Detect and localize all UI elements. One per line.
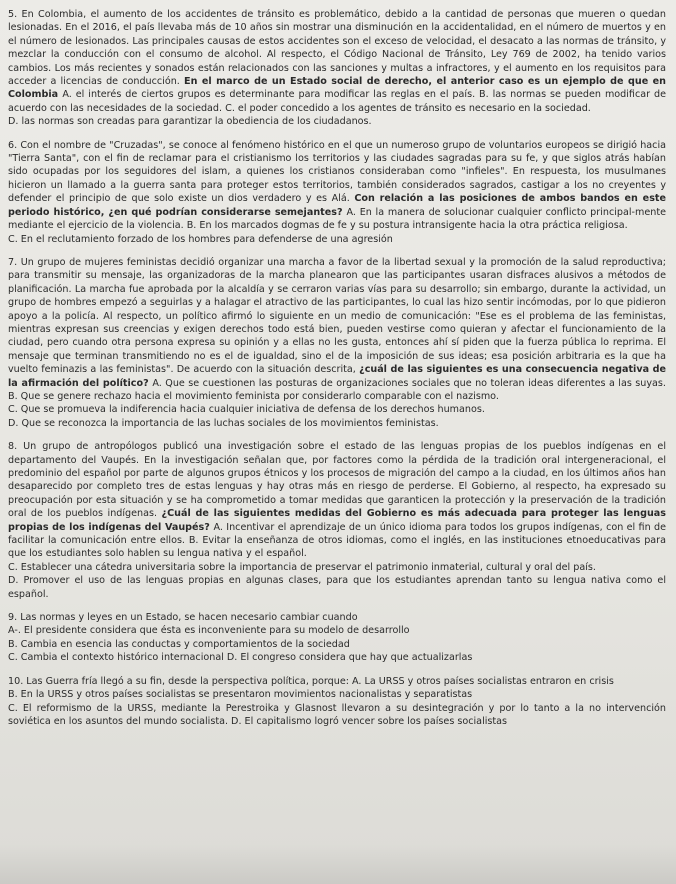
page-shadow [0, 844, 676, 884]
question-5 [8, 8, 666, 129]
q9-stem: 9. Las normas y leyes en un Estado, se hacen necesario cambiar cuando [8, 612, 358, 624]
q7-question: ¿cuál de las siguientes es una consecuencia negativa de la afirmación del político? [8, 364, 666, 389]
q5-options: A. el interés de ciertos grupos es determinante para modificar las reglas en el país. B. las normas se pueden modificar de acuerdo con las necesidades de la sociedad. C. el poder concedido a los agentes de tránsito es necesario en la sociedad. [8, 89, 666, 114]
q8-option-c: C. Establecer una cátedra universitaria sobre la importancia de preservar el patrimonio inmaterial, cultural y oral del país. [8, 561, 596, 573]
q6-option-c: C. En el reclutamiento forzado de los hombres para defenderse de una agresión [8, 233, 393, 245]
q8-question: ¿Cuál de las siguientes medidas del Gobierno es más adecuada para proteger las lenguas propias de los indígenas del Vaupés? [8, 508, 666, 533]
question-9 [8, 611, 666, 665]
q8-option-d: D. Promover el uso de las lenguas propias en algunas clases, para que los estudiantes aprendan tanto su lengua nativa como el español. [8, 575, 666, 600]
q10-option-b: B. En la URSS y otros países socialistas se presentaron movimientos nacionalistas y separatistas [8, 689, 473, 701]
q8-stem: 8. Un grupo de antropólogos publicó una investigación sobre el estado de las lenguas propias de los pueblos indígenas en el departamento del Vaupés. En la investigación señalan que, por factores como la pérdida de la tradición oral intergeneracional, el predominio del español por parte de algunos grupos étnicos y los procesos de migración del campo a la ciudad, en los últimos años han desaparecido por completo tres de estas lenguas y hay otras más en riesgo de perderse. El Gobierno, al respecto, ha expresado su preocupación por esta situación y se ha comprometido a tomar medidas que garanticen la protección y la preservación de la tradición oral de los pueblos indígenas. [8, 441, 666, 520]
q9-option-b: B. Cambia en esencia las conductas y comportamientos de la sociedad [8, 638, 350, 650]
q10-option-c: C. El reformismo de la URSS, mediante la Perestroika y Glasnost llevaron a su desintegración y por lo tanto a la no intervención soviética en los asuntos del mundo socialista. D. El capitalismo logró vencer sobre los países socialistas [8, 702, 666, 727]
q7-option-d: D. Que se reconozca la importancia de las luchas sociales de los movimientos feministas. [8, 417, 439, 429]
q5-stem: 5. En Colombia, el aumento de los accidentes de tránsito es problemático, debido a la cantidad de personas que mueren o quedan lesionadas. En el 2016, el país llevaba más de 10 años sin mostrar una disminución en la accidentalidad, en el número de muertos y en el número de lesionados. Las principales causas de estos accidentes son el exceso de velocidad, el desacato a las normas de tránsito, y mezclar la conducción con el consumo de alcohol. Al respecto, el Código Nacional de Tránsito, Ley 769 de 2002, ha tenido varios cambios. Los más recientes y sonados están relacionados con las sanciones y multas a infractores, y el aumento en los requisitos para acceder a licencias de conducción. [8, 9, 666, 88]
question-8 [8, 440, 666, 601]
question-10 [8, 675, 666, 729]
q10-stem: 10. Las Guerra fría llegó a su fin, desde la perspectiva política, porque: A. La URSS y otros países socialistas entraron en crisis [8, 675, 614, 687]
question-6 [8, 139, 666, 246]
question-7 [8, 256, 666, 430]
q7-option-c: C. Que se promueva la indiferencia hacia cualquier iniciativa de defensa de los derechos humanos. [8, 404, 485, 416]
q5-option-d: D. las normas son creadas para garantizar la obediencia de los ciudadanos. [8, 116, 372, 128]
q9-option-c: C. Cambia el contexto histórico internacional D. El congreso considera que hay que actualizarlas [8, 652, 473, 664]
q7-options: A. Que se cuestionen las posturas de organizaciones sociales que no toleran ideas diferentes a las suyas. B. Que se genere rechazo hacia el movimiento feminista por considerarlo comparable con el nazismo. [8, 377, 666, 402]
q6-stem: 6. Con el nombre de "Cruzadas", se conoce al fenómeno histórico en el que un numeroso grupo de voluntarios europeos se dirigió hacia "Tierra Santa", con el fin de reclamar para el cristianismo los territorios y las ciudades sagradas para su fe, y que siglos atrás habían sido ocupadas por los seguidores del islam, a quienes los cristianos consideraban como "infieles". En respuesta, los musulmanes hicieron un llamado a la guerra santa para proteger estos territorios, también considerados sagrados, castigar a los no creyentes y defender el principio de que solo existe un dios verdadero y es Alá. [8, 139, 666, 205]
q7-stem: 7. Un grupo de mujeres feministas decidió organizar una marcha a favor de la libertad sexual y la promoción de la salud reproductiva; para transmitir su mensaje, las organizadoras de la marcha planearon que las participantes usaran disfraces alusivos a métodos de planificación. La marcha fue aprobada por la alcaldía y se cerraron varias vías para su desarrollo; sin embargo, durante la actividad, un grupo de hombres empezó a seguirlas y a halagar el atractivo de las participantes, lo cual las hizo sentir incómodas, por lo que pidieron apoyo a la policía. Al respecto, un político afirmó lo siguiente en un medio de comunicación: "Ese es el problema de las feministas, mientras expresan sus creencias y exigen derechos todo está bien, pueden vestirse como quieran y afectar el funcionamiento de la ciudad, pero cuando otra persona expresa su opinión y a ellas no les gusta, entonces ahí sí piden que la fuerza pública lo reprima. El mensaje que terminan transmitiendo no es el de igualdad, sino el de la imposición de sus ideas; esa posición arbitraria es la que ha vuelto feminazis a las feministas". De acuerdo con la situación descrita, [8, 256, 666, 376]
q6-options: A. En la manera de solucionar cualquier conflicto principal-mente mediante el ejercicio de la violencia. B. En los marcados dogmas de fe y su postura intransigente hacia la otra práctica religiosa. [8, 206, 666, 232]
q5-question: En el marco de un Estado social de derecho, el anterior caso es un ejemplo de que en Colombia [8, 76, 666, 101]
q8-options: A. Incentivar el aprendizaje de un único idioma para todos los grupos indígenas, con el fin de facilitar la comunicación entre ellos. B. Evitar la enseñanza de otros idiomas, como el inglés, en las instituciones etnoeducativas para que los estudiantes solo hablen su lengua nativa y el español. [8, 521, 666, 560]
q9-option-a: A-. El presidente considera que ésta es inconveniente para su modelo de desarrollo [8, 625, 410, 637]
q6-question: Con relación a las posiciones de ambos bandos en este periodo histórico, ¿en qué podrían considerarse semejantes? [8, 193, 666, 218]
